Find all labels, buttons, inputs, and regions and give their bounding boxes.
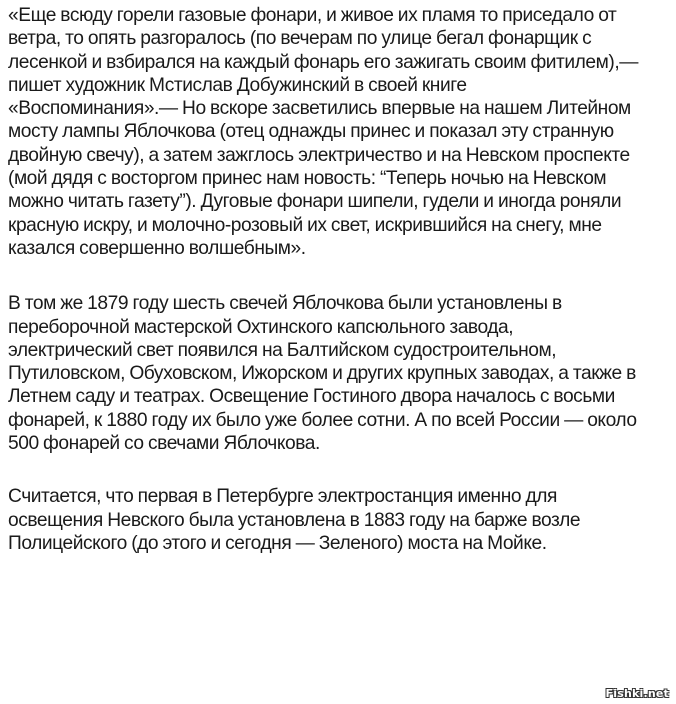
- text-line: ветра, то опять разгоралось (по вечерам по улице бегал фонарщик с: [8, 28, 592, 50]
- text-line: «Воспоминания».— Но вскоре засветились впервые на нашем Литейном: [8, 98, 631, 120]
- text-line: Считается, что первая в Петербурге электростанция именно для: [8, 486, 557, 508]
- text-line: электрический свет появился на Балтийском судостроительном,: [8, 339, 557, 361]
- text-line: мосту лампы Яблочкова (отец однажды принес и показал эту странную: [8, 121, 614, 143]
- text-line: казался совершенно волшебным».: [8, 237, 306, 259]
- text-line: Путиловском, Обуховском, Ижорском и других крупных заводах, а также в: [8, 363, 636, 385]
- text-line: красную искру, и молочно-розовый их свет, искрившийся на снегу, мне: [8, 214, 602, 236]
- text-line: В том же 1879 году шесть свечей Яблочкова были установлены в: [8, 293, 562, 315]
- text-line: фонарей, к 1880 году их было уже более сотни. А по всей России — около: [8, 409, 637, 431]
- paragraph-quote: [8, 0, 670, 260]
- text-line: двойную свечу), а затем зажглось электричество и на Невском проспекте: [8, 144, 630, 166]
- paragraph-1879: [8, 292, 670, 455]
- article-body: [8, 0, 670, 555]
- text-line: Полицейского (до этого и сегодня — Зеленого) моста на Мойке.: [8, 532, 547, 554]
- text-line: (мой дядя с восторгом принес нам новость: “Теперь ночью на Невском: [8, 168, 607, 190]
- text-line: «Еще всюду горели газовые фонари, и живое их пламя то приседало от: [8, 5, 617, 26]
- text-line: освещения Невского была установлена в 1883 году на барже возле: [8, 509, 581, 531]
- text-line: пишет художник Мстислав Добужинский в своей книге: [8, 74, 467, 96]
- text-line: переборочной мастерской Охтинского капсюльного завода,: [8, 316, 514, 338]
- text-line: 500 фонарей со свечами Яблочкова.: [8, 433, 320, 455]
- text-line: Летнем саду и театрах. Освещение Гостиного двора началось с восьми: [8, 386, 615, 408]
- paragraph-power-station: [8, 485, 670, 555]
- text-line: лесенкой и взбирался на каждый фонарь его зажигать своим фитилем),—: [8, 51, 638, 73]
- text-line: можно читать газету”). Дуговые фонари шипели, гудели и иногда роняли: [8, 191, 622, 213]
- watermark-logo: Fishki.net: [605, 687, 669, 700]
